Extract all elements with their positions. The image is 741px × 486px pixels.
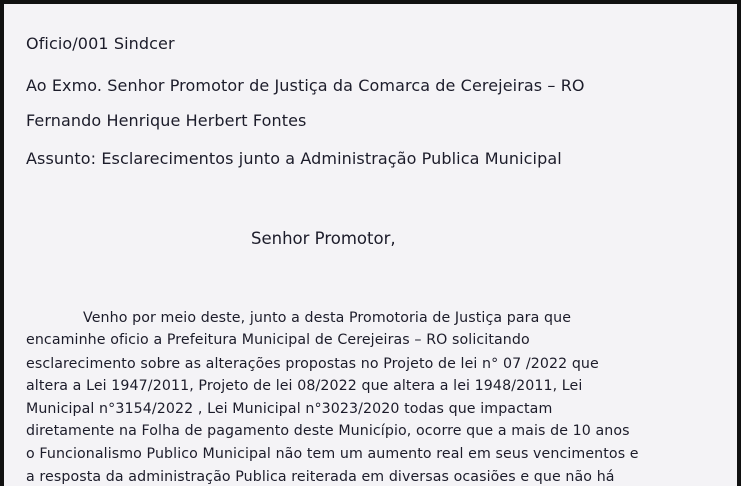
body-line: diretamente na Folha de pagamento deste Município, ocorre que a mais de 10 anos [26,423,630,439]
body-line: altera a Lei 1947/2011, Projeto de lei 08/2022 que altera a lei 1948/2011, Lei [26,378,583,394]
body-line: Venho por meio deste, junto a desta Promotoria de Justiça para que [83,310,572,326]
document-reference: Oficio/001 Sindcer [26,34,175,53]
document-page [4,4,737,486]
document-subject: Assunto: Esclarecimentos junto a Administração Publica Municipal [26,149,562,168]
body-line: o Funcionalismo Publico Municipal não tem um aumento real em seus vencimentos e [26,446,639,462]
document-recipient: Ao Exmo. Senhor Promotor de Justiça da Comarca de Cerejeiras – RO [26,76,585,95]
salutation: Senhor Promotor, [251,229,396,248]
body-line: a resposta da administração Publica reiterada em diversas ocasiões e que não há [26,469,615,485]
recipient-name: Fernando Henrique Herbert Fontes [26,111,307,130]
body-line: encaminhe oficio a Prefeitura Municipal de Cerejeiras – RO solicitando [26,332,530,348]
body-line: Municipal n°3154/2022 , Lei Municipal n°3023/2020 todas que impactam [26,401,553,417]
body-line: esclarecimento sobre as alterações propostas no Projeto de lei n° 07 /2022 que [26,356,599,372]
